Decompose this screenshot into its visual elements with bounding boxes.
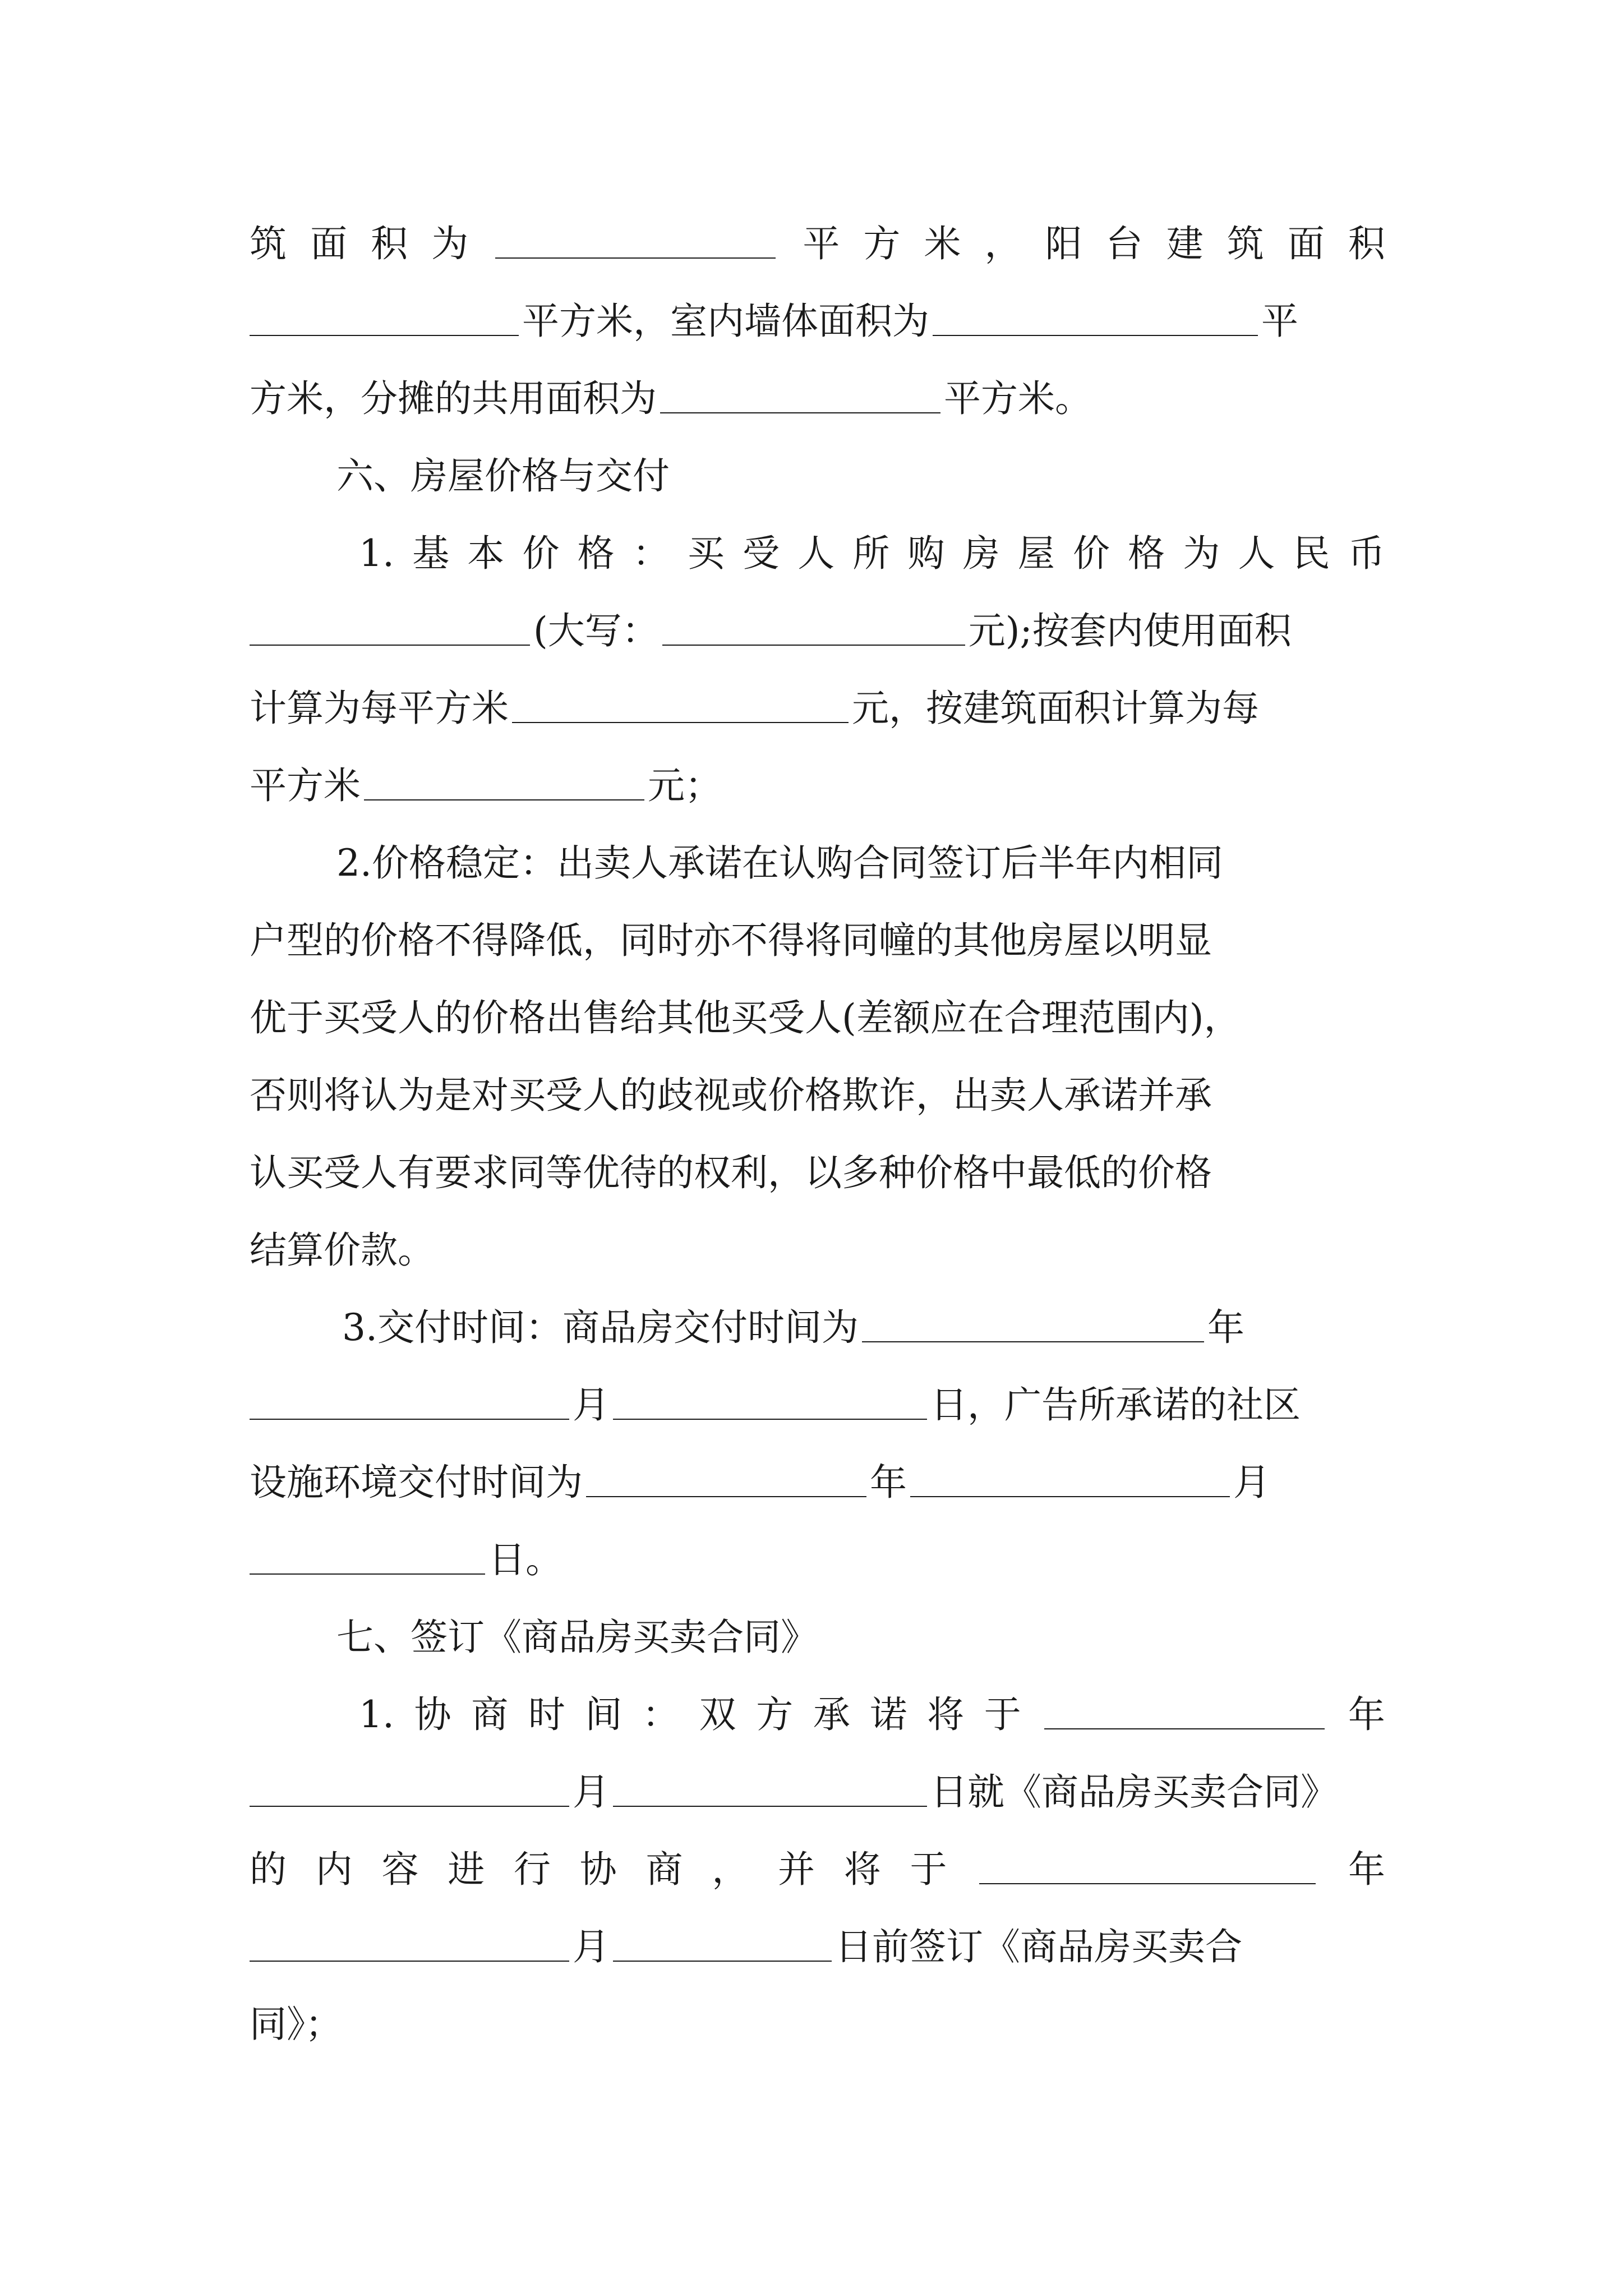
- blank-field: [662, 608, 965, 646]
- text-segment: 结算价款。: [250, 1228, 435, 1272]
- text-segment: 元；: [648, 764, 722, 807]
- text-line: [250, 1065, 1385, 1126]
- text-segment: 价: [522, 532, 560, 575]
- text-line: [250, 291, 1385, 352]
- text-segment: 并: [778, 1848, 815, 1891]
- blank-field: [660, 375, 940, 413]
- blank-field: [613, 1382, 927, 1420]
- blank-field: [250, 1769, 569, 1807]
- blank-field: [613, 1924, 832, 1962]
- text-line: [250, 213, 1385, 275]
- section-heading: [336, 1607, 1472, 1668]
- text-segment: 民: [1293, 532, 1330, 575]
- blank-field: [862, 1304, 1204, 1342]
- text-segment: ，: [712, 1848, 749, 1891]
- text-line: [359, 1684, 1385, 1746]
- text-segment: 承: [813, 1693, 850, 1736]
- text-line: [250, 1374, 1385, 1436]
- text-line: [250, 1916, 1385, 1978]
- text-line: [250, 1452, 1385, 1513]
- blank-field: [250, 1382, 569, 1420]
- text-line: [250, 368, 1385, 430]
- blank-field: [1044, 1691, 1325, 1729]
- text-segment: 面: [310, 222, 348, 265]
- text-segment: 间: [585, 1693, 623, 1736]
- text-segment: 平: [1261, 300, 1298, 343]
- text-line: [342, 1297, 1385, 1359]
- text-segment: 1.: [359, 532, 394, 575]
- text-segment: 购: [907, 532, 945, 575]
- text-line: [250, 987, 1385, 1049]
- text-segment: 积: [1348, 222, 1385, 265]
- text-segment: ：: [632, 532, 670, 575]
- text-segment: 进: [448, 1848, 485, 1891]
- text-segment: 年: [1207, 1306, 1244, 1349]
- text-segment: 面: [1287, 222, 1325, 265]
- text-segment: 的: [250, 1848, 287, 1891]
- section-heading: [336, 445, 1472, 507]
- text-segment: 否则将认为是对买受人的歧视或价格欺诈，出卖人承诺并承: [250, 1074, 1212, 1117]
- text-line: [250, 910, 1385, 972]
- blank-field: [910, 1459, 1230, 1497]
- text-line: [250, 1220, 1385, 1281]
- text-segment: 月: [573, 1770, 610, 1814]
- text-segment: 为: [431, 222, 469, 265]
- text-segment: 方: [863, 222, 901, 265]
- text-segment: 行: [514, 1848, 551, 1891]
- text-segment: 房: [962, 532, 1000, 575]
- text-segment: 平方米: [250, 764, 361, 807]
- text-line: [250, 1142, 1385, 1204]
- text-segment: 所: [852, 532, 890, 575]
- text-segment: 格: [1128, 532, 1165, 575]
- text-segment: 日，广告所承诺的社区: [930, 1383, 1301, 1427]
- text-segment: 阳: [1045, 222, 1082, 265]
- text-segment: 计算为每平方米: [250, 687, 509, 730]
- blank-field: [364, 762, 644, 800]
- text-segment: 协: [414, 1693, 451, 1736]
- text-segment: 户型的价格不得降低，同时亦不得将同幢的其他房屋以明显: [250, 919, 1212, 962]
- text-line: [250, 1761, 1385, 1823]
- text-segment: 于: [910, 1848, 947, 1891]
- text-segment: 将: [927, 1693, 965, 1736]
- text-segment: 平方米。: [944, 377, 1092, 420]
- text-segment: 将: [843, 1848, 881, 1891]
- text-segment: 方米，分摊的共用面积为: [250, 377, 657, 420]
- text-segment: 屋: [1017, 532, 1055, 575]
- text-segment: 年: [1348, 1693, 1385, 1736]
- text-segment: ，: [984, 222, 1022, 265]
- text-segment: 人: [797, 532, 835, 575]
- text-segment: 商: [645, 1848, 683, 1891]
- text-segment: 买: [687, 532, 725, 575]
- blank-field: [512, 685, 849, 723]
- text-line: [250, 1529, 1385, 1591]
- text-segment: 筑: [1227, 222, 1264, 265]
- text-line: [250, 755, 1385, 817]
- text-segment: ：: [642, 1693, 680, 1736]
- text-segment: 同》；: [250, 2003, 342, 2046]
- text-line: [359, 523, 1385, 585]
- text-segment: 受: [743, 532, 780, 575]
- text-segment: 元);按套内使用面积: [968, 609, 1292, 652]
- text-segment: 币: [1348, 532, 1385, 575]
- text-line: [250, 1839, 1385, 1901]
- text-segment: 方: [756, 1693, 794, 1736]
- text-line: [336, 832, 1472, 894]
- text-segment: 为: [1183, 532, 1220, 575]
- text-line: [250, 678, 1385, 739]
- text-segment: 月: [1233, 1461, 1270, 1504]
- text-segment: 价: [1073, 532, 1110, 575]
- text-segment: 协: [579, 1848, 617, 1891]
- text-segment: (大写：: [533, 609, 659, 652]
- text-segment: 年: [1348, 1848, 1385, 1891]
- text-segment: 1.: [359, 1693, 394, 1736]
- text-segment: 月: [573, 1925, 610, 1968]
- text-segment: 诺: [870, 1693, 907, 1736]
- blank-field: [933, 298, 1258, 336]
- blank-field: [250, 298, 519, 336]
- text-segment: 年: [870, 1461, 907, 1504]
- text-segment: 月: [573, 1383, 610, 1427]
- text-segment: 格: [577, 532, 615, 575]
- text-segment: 米: [924, 222, 961, 265]
- text-segment: 积: [371, 222, 408, 265]
- text-segment: 平: [803, 222, 840, 265]
- text-segment: 认买受人有要求同等优待的权利，以多种价格中最低的价格: [250, 1151, 1212, 1194]
- text-segment: 商: [471, 1693, 509, 1736]
- text-segment: 筑: [250, 222, 287, 265]
- text-segment: 人: [1238, 532, 1275, 575]
- text-segment: 七、签订《商品房买卖合同》: [336, 1616, 818, 1659]
- blank-field: [586, 1459, 866, 1497]
- blank-field: [250, 1536, 485, 1575]
- text-segment: 内: [315, 1848, 353, 1891]
- text-segment: 平方米，室内墙体面积为: [522, 300, 929, 343]
- text-segment: 2.价格稳定：出卖人承诺在认购合同签订后半年内相同: [336, 841, 1223, 885]
- text-segment: 时: [528, 1693, 565, 1736]
- text-segment: 基: [412, 532, 450, 575]
- text-line: [250, 600, 1385, 662]
- blank-field: [613, 1769, 927, 1807]
- text-segment: 日前签订《商品房买卖合: [835, 1925, 1242, 1968]
- blank-field: [250, 608, 530, 646]
- text-segment: 台: [1105, 222, 1143, 265]
- blank-field: [979, 1846, 1316, 1884]
- blank-field: [250, 1924, 569, 1962]
- text-segment: 于: [984, 1693, 1021, 1736]
- text-segment: 容: [381, 1848, 419, 1891]
- blank-field: [495, 220, 776, 259]
- text-segment: 建: [1166, 222, 1204, 265]
- text-segment: 日就《商品房买卖合同》: [930, 1770, 1338, 1814]
- text-segment: 优于买受人的价格出售给其他买受人(差额应在合理范围内)，: [250, 996, 1241, 1039]
- text-line: [250, 1994, 1385, 2055]
- text-segment: 日。: [488, 1538, 562, 1581]
- text-segment: 设施环境交付时间为: [250, 1461, 583, 1504]
- text-segment: 元，按建筑面积计算为每: [852, 687, 1259, 730]
- text-segment: 3.交付时间：商品房交付时间为: [342, 1306, 859, 1349]
- text-segment: 六、房屋价格与交付: [336, 454, 670, 498]
- text-segment: 双: [699, 1693, 736, 1736]
- text-segment: 本: [467, 532, 505, 575]
